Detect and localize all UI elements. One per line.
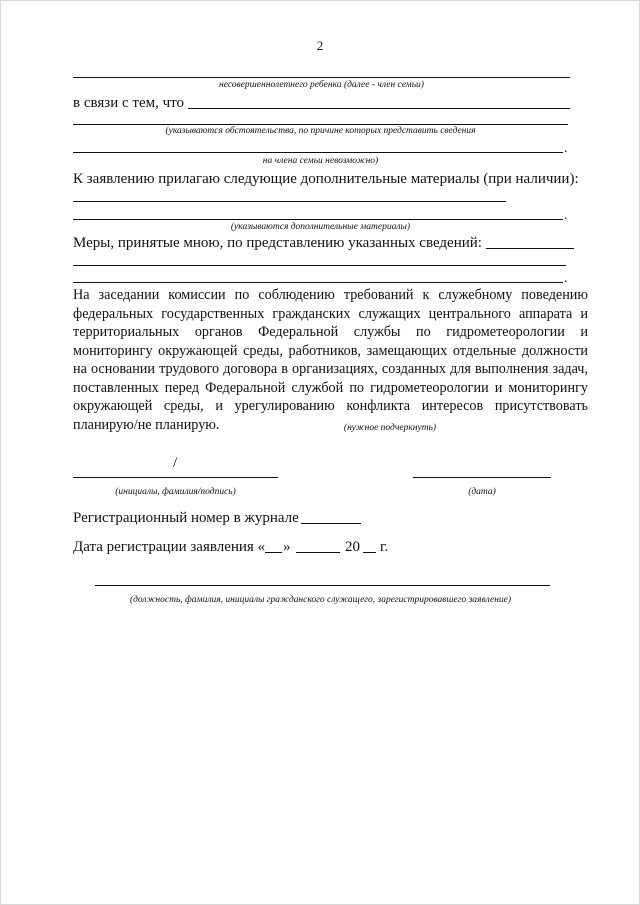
reg-number-label: Регистрационный номер в журнале [73, 510, 299, 526]
reg-date-day-line [265, 552, 282, 553]
materials-period: . [564, 208, 568, 223]
reg-date-label: Дата регистрации заявления « [73, 539, 266, 555]
page-edge-left [0, 0, 1, 905]
reg-date-suffix: г. [380, 539, 389, 555]
measures-line-1 [486, 248, 574, 249]
signature-slash: / [173, 455, 178, 471]
reg-date-year-line [363, 552, 376, 553]
circumstances-period: . [564, 141, 568, 156]
circumstances-line-2 [73, 152, 563, 153]
date-line [413, 477, 551, 478]
materials-caption: (указываются дополнительные материалы) [230, 222, 411, 232]
materials-label: К заявлению прилагаю следующие дополнительные материалы (при наличии): [73, 171, 579, 187]
underline-caption: (нужное подчеркнуть) [343, 423, 437, 433]
commission-paragraph: На заседании комиссии по соблюдению требований к служебному поведению федеральных государственных гражданских служащих центрального аппарата и территориальных органов Федеральной службы по гидрометеорологии и мониторингу окружающей среды, работников, замещающих отдельные должности на основании трудового договора в организациях, созданных для выполнения задач, поставленных перед Федеральной службой по гидрометеорологии и мониторингу окружающей среды, и урегулированию конфликта интересов присутствовать планирую/не планирую. [73, 287, 588, 433]
family-member-line [73, 77, 570, 78]
page-edge-top [0, 0, 640, 1]
reg-date-year-prefix: 20 [345, 539, 360, 555]
registrar-caption: (должность, фамилия, инициалы гражданского служащего, зарегистрировавшего заявление) [129, 595, 512, 605]
signature-caption: (инициалы, фамилия/подпись) [115, 487, 236, 497]
reg-number-line [301, 523, 361, 524]
family-member-caption: несовершеннолетнего ребенка (далее - член семьи) [219, 80, 424, 90]
materials-line-2 [73, 219, 563, 220]
circumstances-line-1 [73, 124, 568, 125]
reg-date-quote-close: » [283, 539, 291, 555]
reg-date-month-line [296, 552, 340, 553]
due-to-line [188, 108, 570, 109]
measures-label: Меры, принятые мною, по представлению указанных сведений: [73, 235, 482, 251]
measures-line-3 [73, 282, 563, 283]
materials-line-1 [73, 201, 506, 202]
due-to-label: в связи с тем, что [73, 95, 184, 111]
registrar-line [95, 585, 550, 586]
measures-period: . [564, 271, 568, 286]
signature-line [73, 477, 278, 478]
page-number: 2 [316, 38, 324, 53]
date-caption: (дата) [468, 487, 496, 497]
measures-line-2 [73, 265, 566, 266]
circumstances-caption-2: на члена семьи невозможно) [262, 156, 379, 166]
circumstances-caption-1: (указываются обстоятельства, по причине которых представить сведения [165, 126, 476, 136]
